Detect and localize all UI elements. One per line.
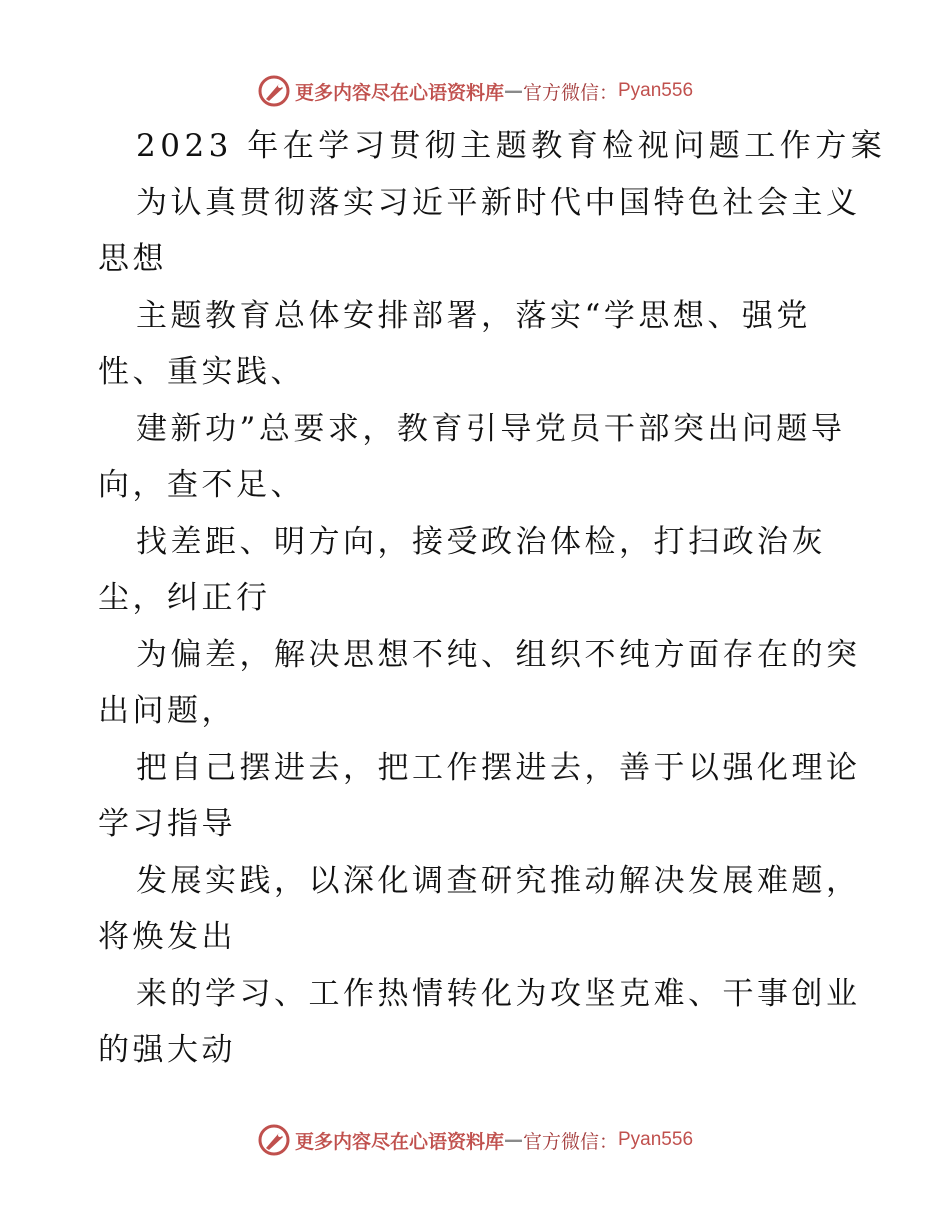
paragraph-line: 思想 xyxy=(98,241,167,277)
watermark-brand-text: 更多内容尽在心语资料库 xyxy=(294,1130,504,1153)
paragraph-line: 尘，纠正行 xyxy=(98,580,271,616)
paragraph-line: 把自己摆进去，把工作摆进去，善于以强化理论 xyxy=(136,749,861,786)
paragraph-line: 的强大动 xyxy=(98,1032,236,1068)
document-title: 2023 年在学习贯彻主题教育检视问题工作方案 xyxy=(136,128,887,164)
paragraph-line: 学习指导 xyxy=(98,806,236,842)
paragraph-line: 来的学习、工作热情转化为攻坚克难、干事创业 xyxy=(136,975,861,1012)
pen-nib-logo-icon xyxy=(257,74,291,108)
header-watermark xyxy=(0,71,950,111)
paragraph-line: 找差距、明方向，接受政治体检，打扫政治灰 xyxy=(136,523,826,560)
paragraph-line: 为偏差，解决思想不纯、组织不纯方面存在的突 xyxy=(136,636,861,673)
watermark-wechat-id: Pyan556 xyxy=(618,1129,694,1150)
paragraph-line: 将焕发出 xyxy=(98,919,236,955)
watermark-brand-text: 更多内容尽在心语资料库 xyxy=(294,81,504,104)
watermark-separator: — xyxy=(503,80,523,102)
paragraph-line: 为认真贯彻落实习近平新时代中国特色社会主义 xyxy=(136,184,861,221)
paragraph-line: 向，查不足、 xyxy=(98,467,305,503)
paragraph-line: 主题教育总体安排部署，落实“学思想、强党 xyxy=(136,297,811,334)
watermark-wechat-id: Pyan556 xyxy=(618,80,694,101)
watermark-separator: — xyxy=(503,1129,523,1151)
pen-nib-logo-icon xyxy=(257,1123,291,1157)
paragraph-line: 发展实践，以深化调查研究推动解决发展难题， xyxy=(136,862,861,899)
watermark-wechat-label: 官方微信： xyxy=(522,1130,618,1153)
document-body xyxy=(0,118,950,1079)
footer-watermark xyxy=(0,1120,950,1160)
paragraph-line: 性、重实践、 xyxy=(98,354,305,390)
paragraph-line: 出问题， xyxy=(98,693,236,729)
paragraph-line: 建新功”总要求，教育引导党员干部突出问题导 xyxy=(136,410,846,447)
watermark-wechat-label: 官方微信： xyxy=(522,81,618,104)
